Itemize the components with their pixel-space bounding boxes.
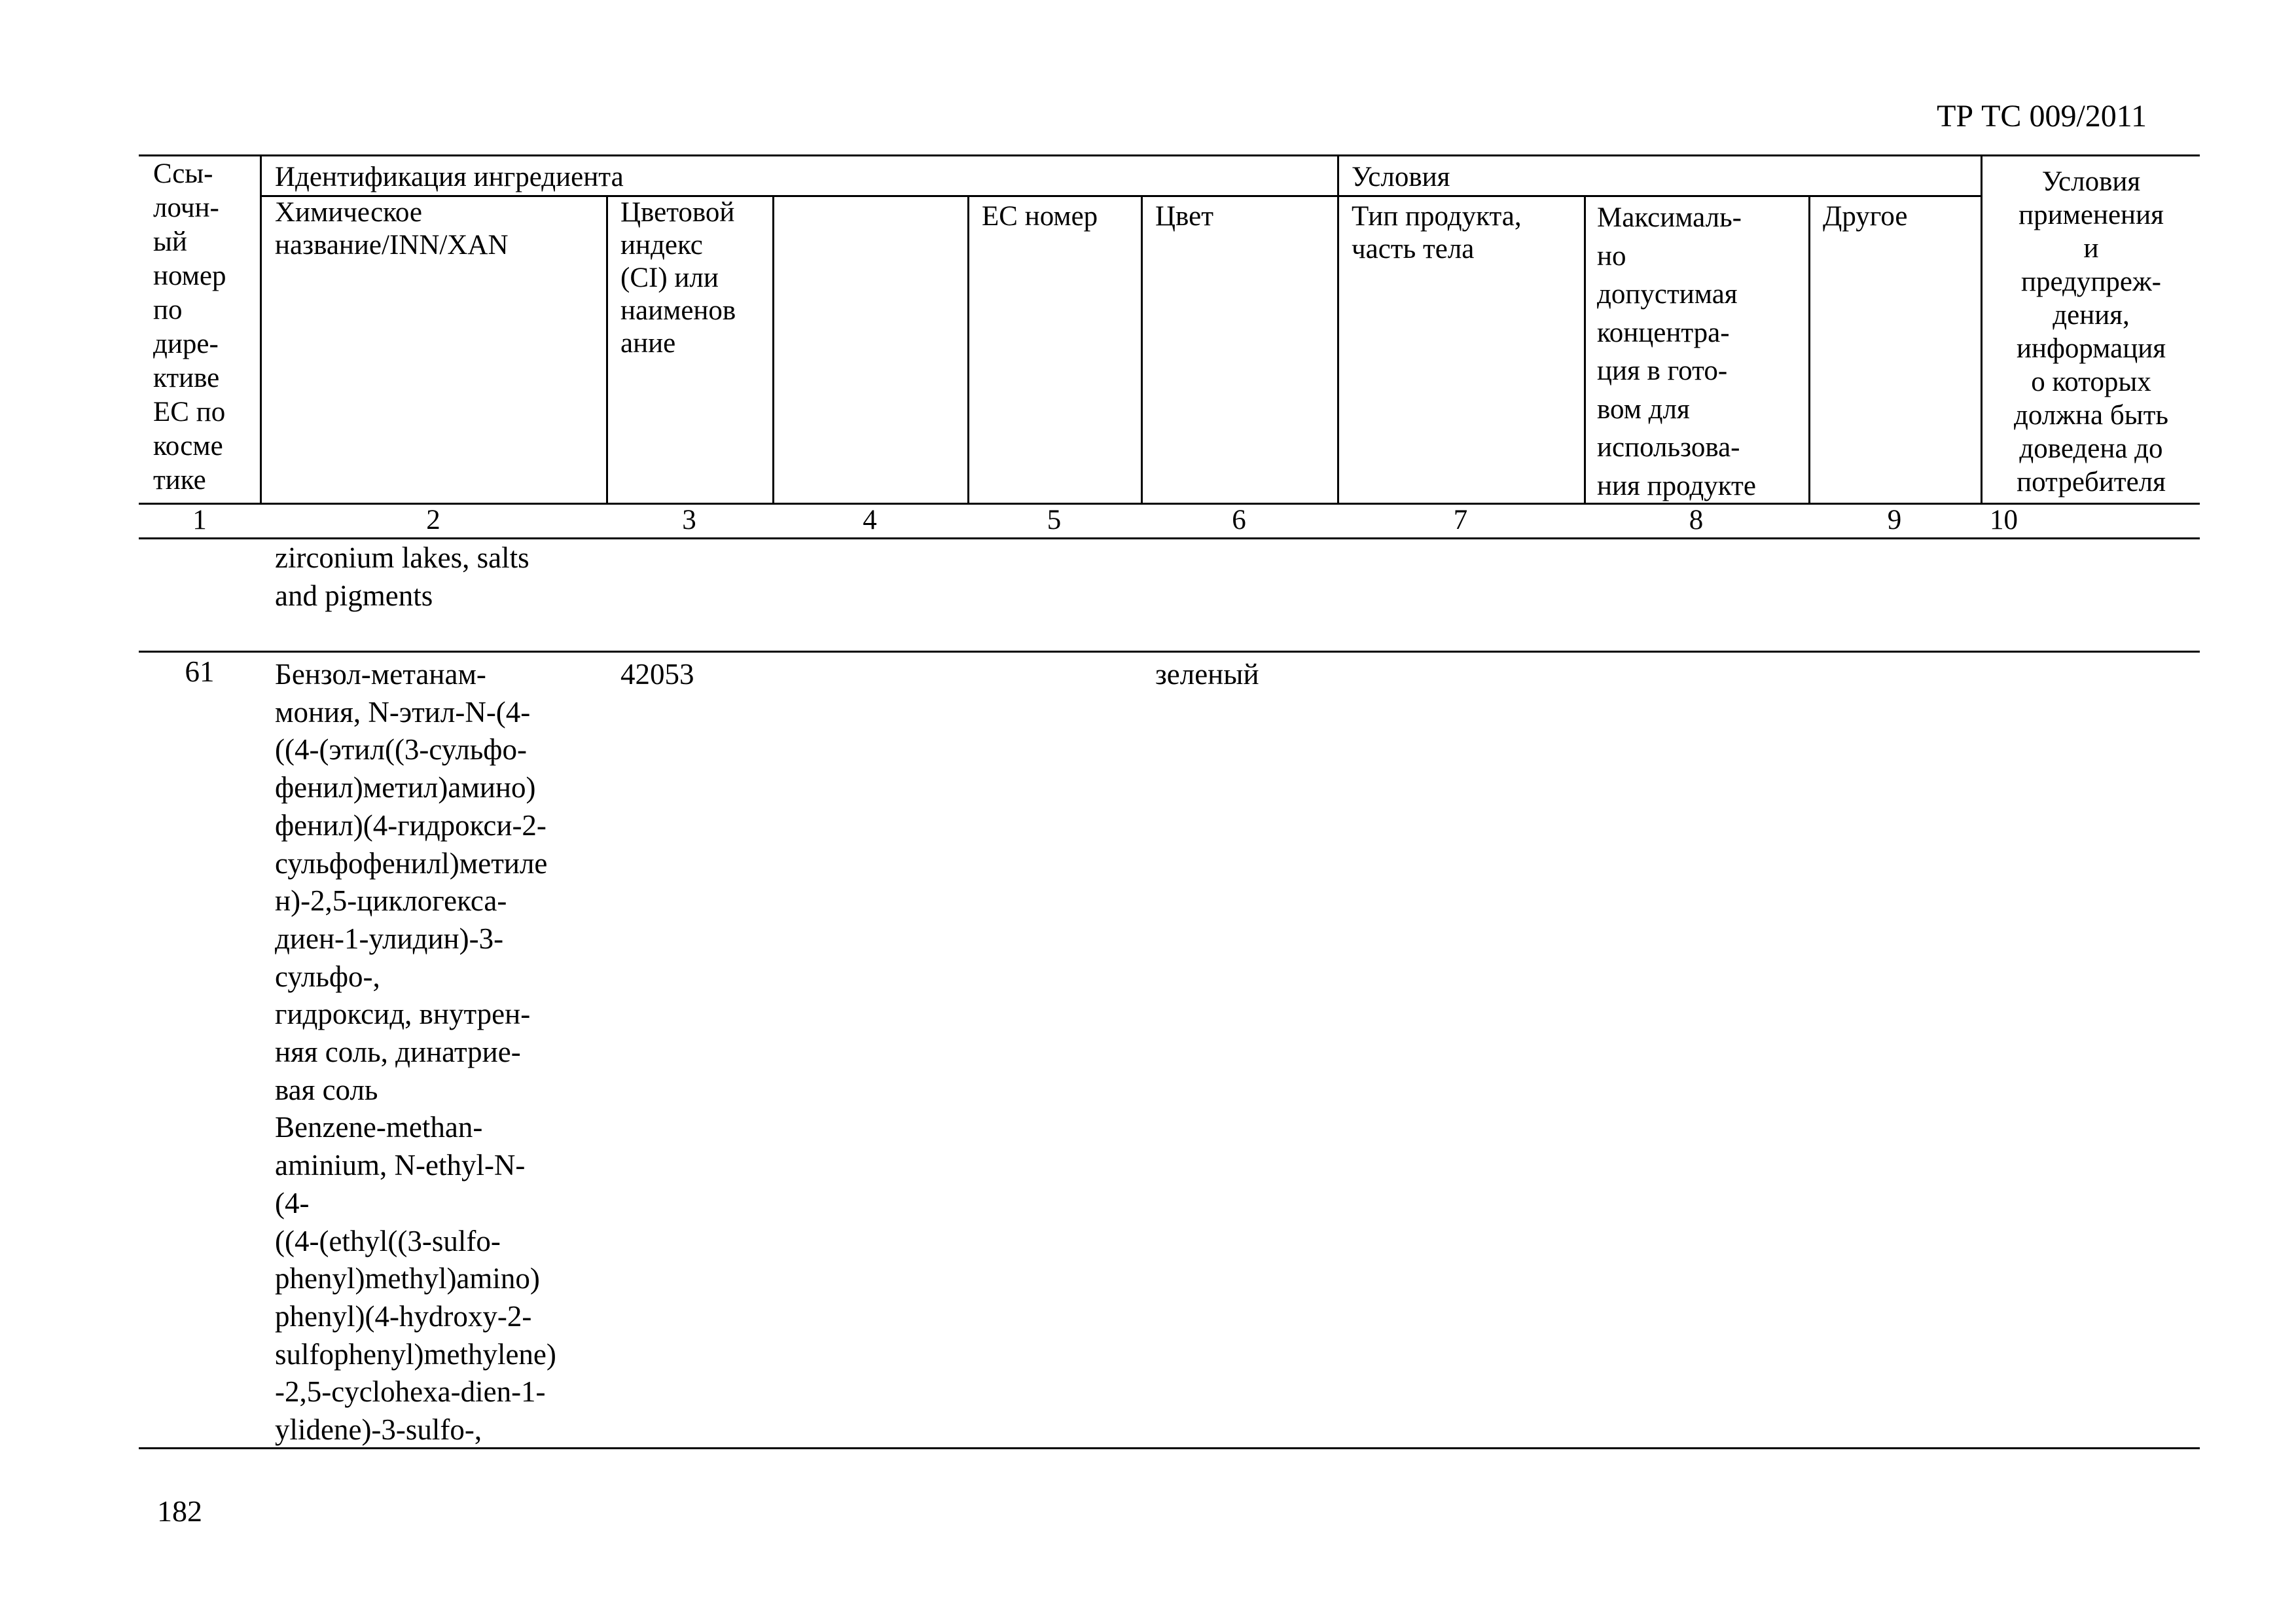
header-max-concentration: Максималь- но допустимая концентра- ция в гото- вом для использова- ния продукте <box>1597 202 1756 501</box>
header-product-type: Тип продукта, часть тела <box>1352 201 1522 264</box>
column-number: 7 <box>1453 505 1468 535</box>
column-number: 5 <box>1047 505 1062 535</box>
header-col-divider <box>1808 195 1810 504</box>
header-col-divider <box>260 154 262 504</box>
header-col-divider <box>967 195 969 504</box>
header-col-divider <box>1337 154 1339 504</box>
document-code: ТР ТС 009/2011 <box>1937 99 2147 134</box>
column-number: 3 <box>682 505 696 535</box>
header-ec-number: ЕС номер <box>982 201 1098 232</box>
header-identification: Идентификация ингредиента <box>275 162 624 192</box>
header-col-divider <box>1141 195 1143 504</box>
header-col-divider <box>1981 154 1982 504</box>
table-row-ref-number: 61 <box>185 655 215 688</box>
header-col-divider <box>772 195 774 504</box>
header-conditions: Условия <box>1352 162 1450 192</box>
column-number: 8 <box>1689 505 1704 535</box>
column-number: 10 <box>1990 505 2018 535</box>
table-row-continuation-chemical-name: zirconium lakes, salts and pigments <box>275 541 529 612</box>
header-color-index: Цветовой индекс (CI) или наименов ание <box>620 197 736 359</box>
header-subgroup-line <box>260 195 1981 197</box>
column-number: 4 <box>863 505 877 535</box>
header-ref-number: Ссы- лочн- ый номер по дире- ктиве ЕС по косме тике <box>153 158 226 496</box>
header-col-divider <box>1584 195 1586 504</box>
column-number: 9 <box>1887 505 1902 535</box>
table-row-chemical-name: Бензол-метанам- мония, N-этил-N-(4- ((4-(этил((3-сульфо- фенил)метил)амино) фенил)(4-гидрокси-2- сульфофенилl)метиле н)-2,5-циклогекса- диен-1-улидин)-3- сульфо-, гидроксид, внутрен- няя соль, динатрие- вая соль Benzene-methan- aminium, N-ethyl-N- (4- ((4-(ethyl((3-sulfo- phenyl)methyl)amino) phenyl)(4-hydroxy-2- sulfophenyl)methylene) -2,5-cyclohexa-dien-1- ylidene)-3-sulfo-, <box>275 658 556 1447</box>
table-row-color: зеленый <box>1155 658 1259 691</box>
page-number: 182 <box>157 1494 202 1528</box>
header-other: Другое <box>1823 201 1908 232</box>
header-usage-conditions: Условия применения и предупреж- дения, информация о которых должна быть доведена до потребителя <box>2014 166 2168 497</box>
header-chemical-name: Химическое название/INN/XAN <box>275 197 509 261</box>
table-top-border <box>139 154 2200 156</box>
table-row-color-index: 42053 <box>620 658 694 691</box>
row-separator-line <box>139 651 2200 653</box>
column-number: 6 <box>1232 505 1246 535</box>
header-col-divider <box>606 195 608 504</box>
column-number: 2 <box>426 505 440 535</box>
header-color: Цвет <box>1155 201 1213 232</box>
column-number: 1 <box>192 505 207 535</box>
